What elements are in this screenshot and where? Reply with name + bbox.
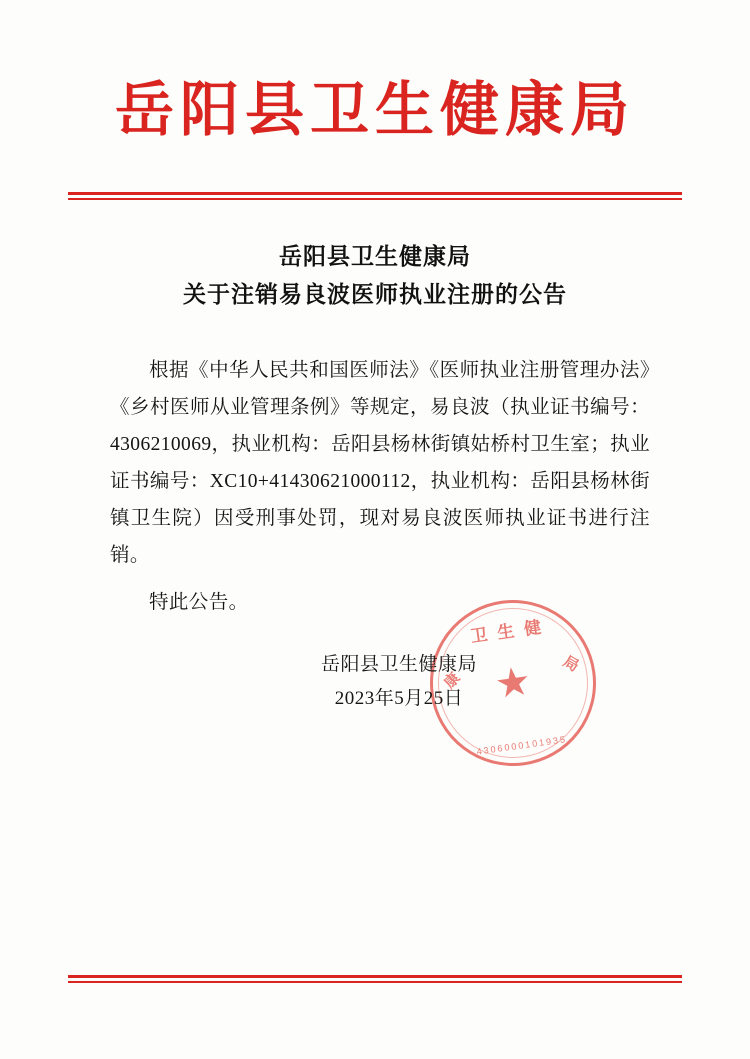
seal-serial-code: 4306000101935 [475,734,568,757]
announcement-title [0,238,750,314]
footer-divider-thin-line [68,981,682,983]
announcement-title-line-1: 岳阳县卫生健康局 [279,243,471,270]
seal-star-icon: ★ [492,657,534,708]
seal-left-text: 康 [441,670,464,693]
signature-issuer: 岳阳县卫生健康局 [320,654,477,675]
announcement-title-line-2: 关于注销易良波医师执业注册的公告 [183,281,567,308]
seal-top-text: 卫生健 [469,616,553,647]
signature-date: 2023年5月25日 [334,688,464,709]
issuing-organization-title: 岳阳县卫生健康局 [114,75,635,144]
header-divider-thin-line [68,198,682,200]
seal-right-text: 局 [560,653,582,676]
header-divider [68,192,682,200]
signature-block [0,648,750,716]
footer-divider [68,975,682,983]
body-paragraph-2: 特此公告。 [149,592,249,613]
announcement-body [110,352,650,627]
body-paragraph-1: 根据《中华人民共和国医师法》《医师执业注册管理办法》《乡村医师从业管理条例》等规定，易良波（执业证书编号：4306210069，执业机构：岳阳县杨林街镇姑桥村卫生室；执业证书编号：XC10+41430621000112，执业机构：岳阳县杨林街镇卫生院）因受刑事处罚，现对易良波医师执业证书进行注销。 [110,360,650,566]
document-header [0,75,750,144]
